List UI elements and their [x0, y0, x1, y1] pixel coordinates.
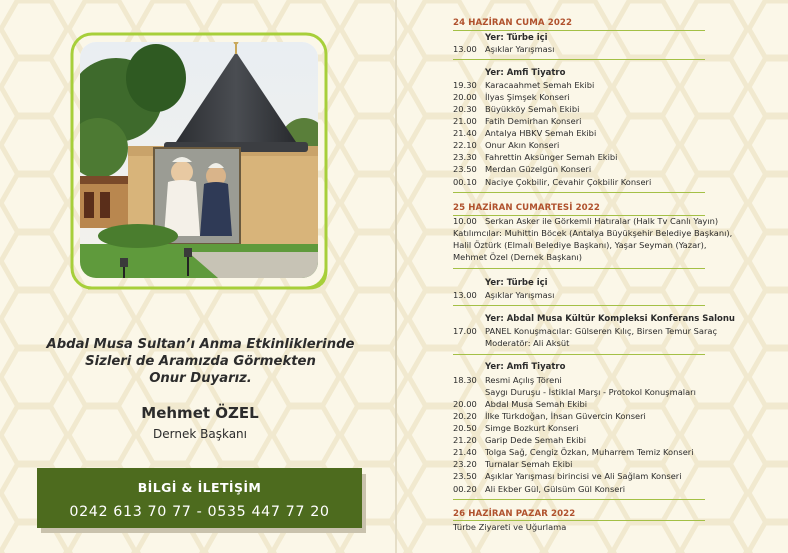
- page-fold: [395, 0, 397, 553]
- event-time: 13.00: [453, 44, 477, 54]
- event-name: Garip Dede Semah Ekibi: [485, 435, 586, 445]
- event-name: Onur Akın Konseri: [485, 140, 560, 150]
- day1-date: 24 HAZİRAN CUMA 2022: [453, 18, 573, 28]
- day3-date: 26 HAZİRAN PAZAR 2022: [453, 509, 576, 519]
- event-time: 23.30: [453, 152, 477, 162]
- event-name: Turnalar Semah Ekibi: [485, 459, 573, 469]
- day2-venue-2: Yer: Abdal Musa Kültür Kompleksi Konferans Salonu: [485, 314, 735, 324]
- event-name: Moderatör: Ali Aksüt: [485, 338, 570, 348]
- event-time: 20.50: [453, 423, 477, 433]
- participants-text: Mehmet Özel (Dernek Başkanı): [453, 252, 582, 262]
- event-name: Simge Bozkurt Konseri: [485, 423, 579, 433]
- event-time: 22.10: [453, 140, 477, 150]
- event-name: Aşıklar Yarışması: [485, 44, 555, 54]
- event-name: Ali Ekber Gül, Gülsüm Gül Konseri: [485, 484, 626, 494]
- section-divider: [453, 268, 705, 269]
- event-time: 00.10: [453, 177, 477, 187]
- event-name: Tolga Sağ, Cengiz Özkan, Muharrem Temiz Konseri: [485, 447, 694, 457]
- event-name: Karacaahmet Semah Ekibi: [485, 80, 595, 90]
- signer-role: Dernek Başkanı: [153, 427, 247, 441]
- event-name: Fahrettin Aksünger Semah Ekibi: [485, 152, 618, 162]
- event-name: Fatih Demirhan Konseri: [485, 116, 582, 126]
- contact-phones[interactable]: 0242 613 70 77 - 0535 447 77 20: [69, 504, 330, 520]
- event-name: Büyükköy Semah Ekibi: [485, 104, 580, 114]
- day2-venue-3: Yer: Amfi Tiyatro: [485, 362, 566, 372]
- tomb-photo: [68, 30, 336, 292]
- event-name: Saygı Duruşu - İstiklal Marşı - Protokol Konuşmaları: [485, 387, 696, 397]
- event-time: 21.20: [453, 435, 477, 445]
- event-name: Antalya HBKV Semah Ekibi: [485, 128, 597, 138]
- contact-title: BİLGİ & İLETİŞİM: [137, 480, 262, 495]
- event-time: 17.00: [453, 326, 477, 336]
- event-name: Abdal Musa Semah Ekibi: [485, 399, 588, 409]
- event-name: PANEL Konuşmacılar: Gülseren Kılıç, Birsen Temur Saraç: [485, 326, 718, 336]
- event-time: 23.50: [453, 164, 477, 174]
- section-divider: [453, 305, 705, 306]
- event-name: Resmi Açılış Töreni: [485, 375, 562, 385]
- event-name: İlke Türkdoğan, İhsan Güvercin Konseri: [485, 411, 646, 421]
- invitation-line-3: Onur Duyarız.: [149, 371, 252, 386]
- section-divider: [453, 59, 705, 60]
- event-time: 10.00: [453, 216, 477, 226]
- event-name: Naciye Çokbilir, Cevahir Çokbilir Konseri: [485, 177, 652, 187]
- event-time: 20.00: [453, 399, 477, 409]
- event-time: 23.50: [453, 471, 477, 481]
- participants-text: Halil Öztürk (Elmalı Belediye Başkanı), Yaşar Seyman (Yazar),: [453, 240, 707, 250]
- event-name: Serkan Asker ile Görkemli Hatıralar (Halk Tv Canlı Yayın): [485, 216, 719, 226]
- event-name: Türbe Ziyareti ve Uğurlama: [453, 522, 567, 532]
- event-time: 21.40: [453, 128, 477, 138]
- contact-box: [37, 468, 362, 528]
- day1-divider: [453, 30, 705, 31]
- section-divider: [453, 354, 705, 355]
- signer-name: Mehmet ÖZEL: [141, 404, 259, 422]
- day1-venue-2: Yer: Amfi Tiyatro: [485, 68, 566, 78]
- day2-date: 25 HAZİRAN CUMARTESİ 2022: [453, 203, 600, 213]
- event-time: 21.40: [453, 447, 477, 457]
- event-name: Aşıklar Yarışması birincisi ve Ali Sağlam Konseri: [485, 471, 682, 481]
- event-time: 18.30: [453, 375, 477, 385]
- invitation-line-2: Sizleri de Aramızda Görmekten: [85, 354, 316, 369]
- event-time: 23.20: [453, 459, 477, 469]
- event-time: 21.00: [453, 116, 477, 126]
- event-time: 19.30: [453, 80, 477, 90]
- event-name: Merdan Güzelgün Konseri: [485, 164, 592, 174]
- event-time: 13.00: [453, 290, 477, 300]
- section-divider: [453, 192, 705, 193]
- participants-text: Katılımcılar: Muhittin Böcek (Antalya Büyükşehir Belediye Başkanı),: [453, 228, 733, 238]
- section-divider: [453, 499, 705, 500]
- day2-venue-1: Yer: Türbe içi: [485, 278, 548, 288]
- invitation-text: [28, 336, 373, 387]
- event-time: 20.00: [453, 92, 477, 102]
- invitation-line-1: Abdal Musa Sultan’ı Anma Etkinliklerinde: [46, 337, 355, 352]
- event-time: 20.20: [453, 411, 477, 421]
- event-name: İlyas Şimşek Konseri: [485, 92, 570, 102]
- event-time: 00.20: [453, 484, 477, 494]
- event-name: Aşıklar Yarışması: [485, 290, 555, 300]
- event-time: 20.30: [453, 104, 477, 114]
- day1-venue-1: Yer: Türbe içi: [485, 33, 548, 43]
